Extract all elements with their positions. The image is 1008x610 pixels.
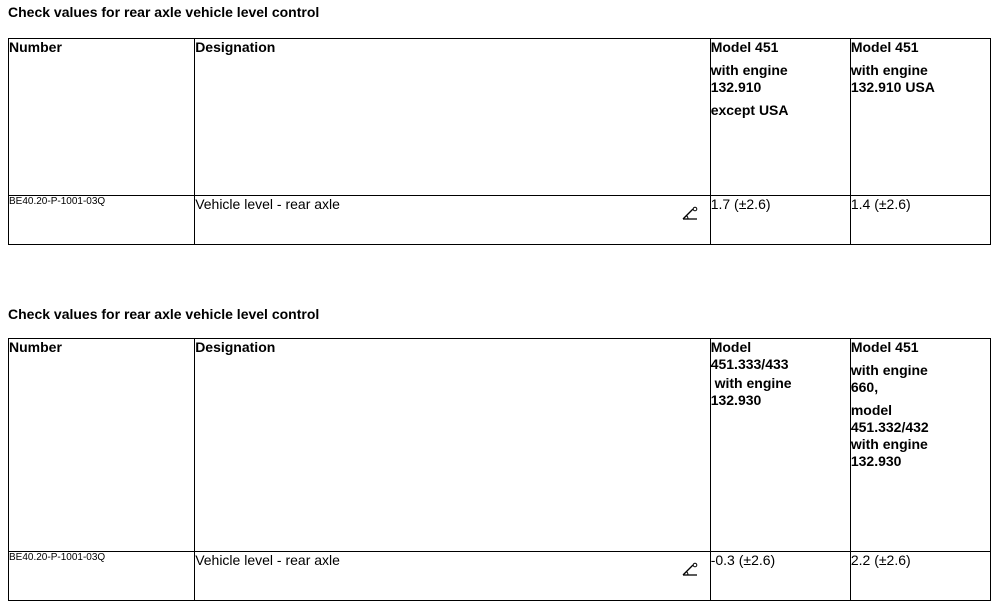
designation-text: Vehicle level - rear axle xyxy=(195,552,340,568)
header-number: Number xyxy=(9,339,195,552)
table-row xyxy=(9,196,991,245)
cell-number: BE40.20-P-1001-03Q xyxy=(9,552,195,601)
table-row xyxy=(9,552,991,601)
cell-number: BE40.20-P-1001-03Q xyxy=(9,196,195,245)
cell-value-a: -0.3 (±2.6) xyxy=(710,552,850,601)
measuring-angle-icon xyxy=(682,562,698,576)
header-designation: Designation xyxy=(195,39,711,196)
table-header-row xyxy=(9,339,991,552)
table-header-row xyxy=(9,39,991,196)
section-title: Check values for rear axle vehicle level control xyxy=(8,306,320,322)
header-designation: Designation xyxy=(195,339,711,552)
section-title: Check values for rear axle vehicle level control xyxy=(8,4,320,20)
cell-value-a: 1.7 (±2.6) xyxy=(710,196,850,245)
measuring-angle-icon xyxy=(682,206,698,220)
cell-value-b: 1.4 (±2.6) xyxy=(850,196,990,245)
cell-designation xyxy=(195,196,711,245)
header-model-a: Model 451 with engine 132.910 except USA xyxy=(710,39,850,196)
header-number: Number xyxy=(9,39,195,196)
check-values-table xyxy=(8,338,991,601)
designation-text: Vehicle level - rear axle xyxy=(195,196,340,212)
header-model-a: Model 451.333/433 with engine 132.930 xyxy=(710,339,850,552)
check-values-table xyxy=(8,38,991,245)
header-model-b: Model 451 with engine 660, model 451.332/432 with engine 132.930 xyxy=(850,339,990,552)
header-model-b: Model 451 with engine 132.910 USA xyxy=(850,39,990,196)
cell-designation xyxy=(195,552,711,601)
cell-value-b: 2.2 (±2.6) xyxy=(850,552,990,601)
